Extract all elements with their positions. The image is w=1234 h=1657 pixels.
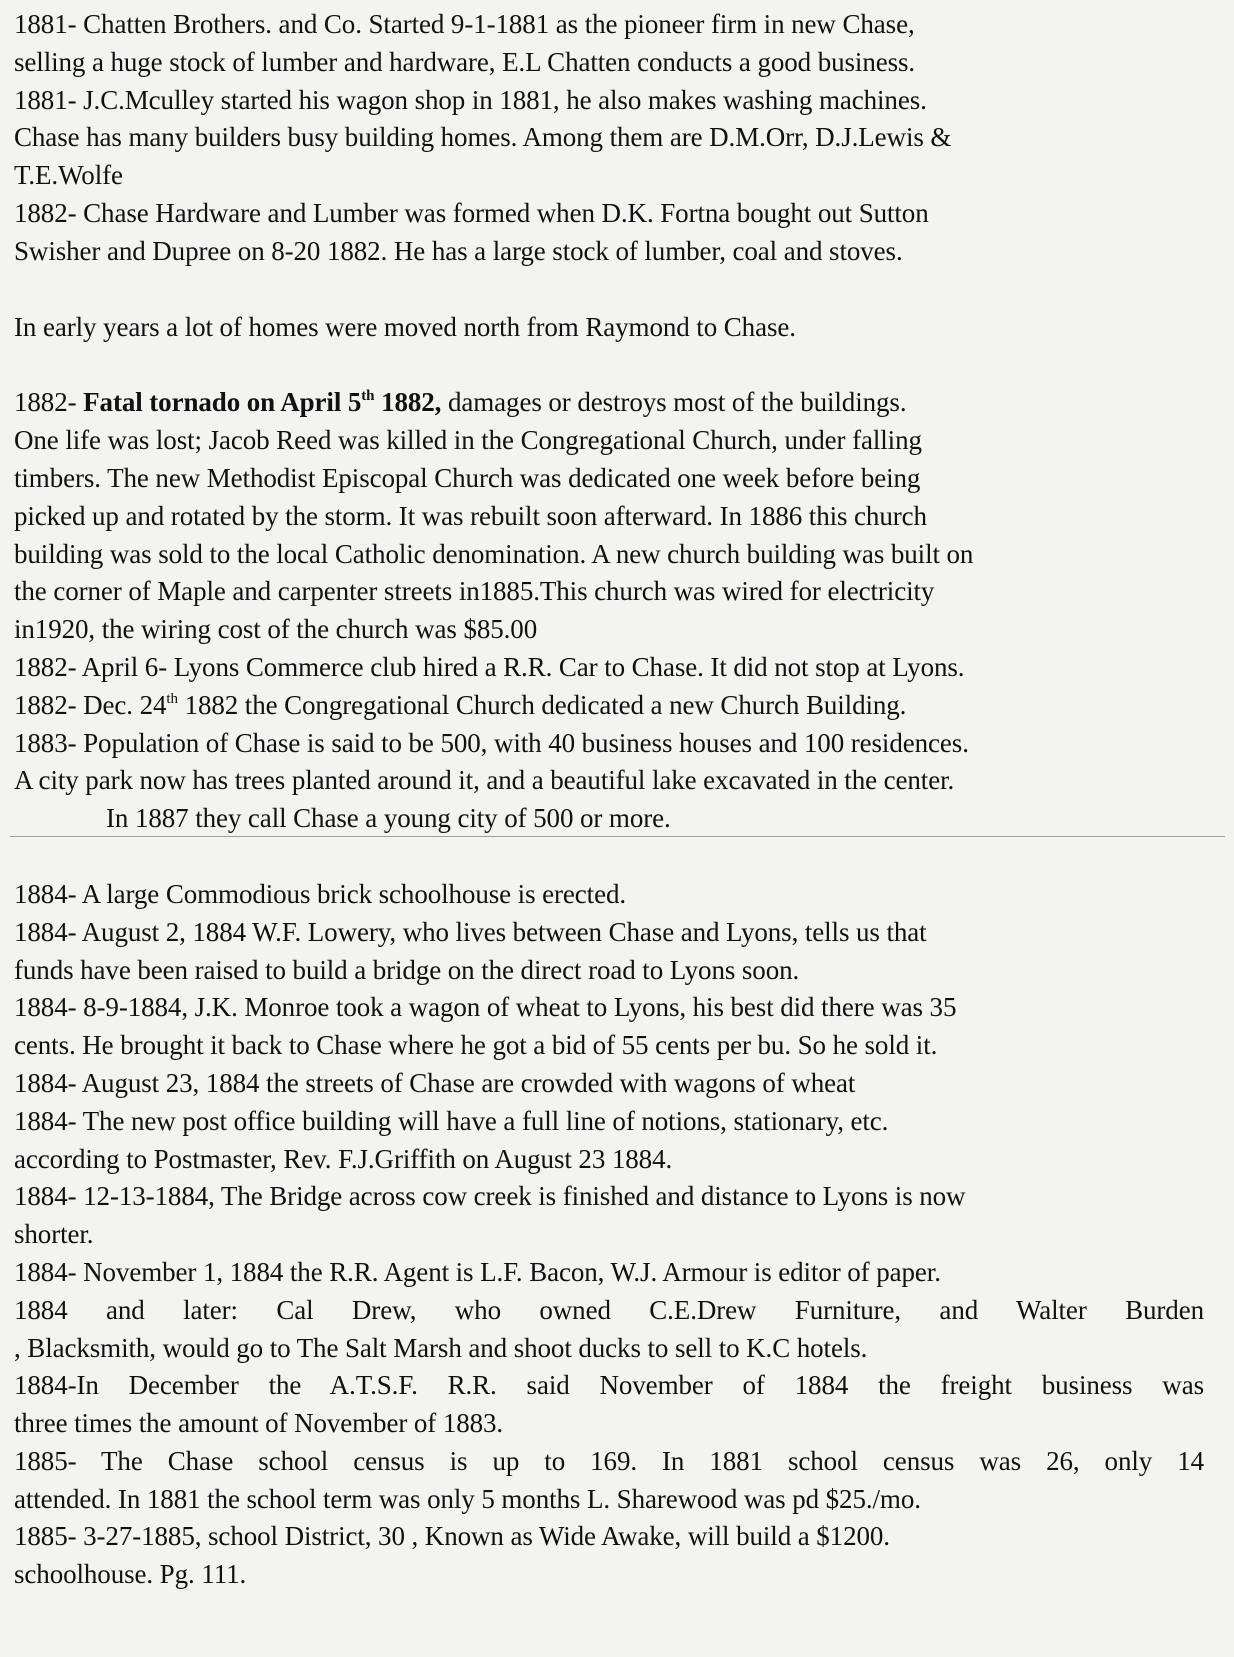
entry-line: 1883- Population of Chase is said to be 500, with 40 business houses and 100 residences. — [14, 727, 969, 758]
document-page — [14, 6, 1214, 1594]
entry-line: Chase has many builders busy building homes. Among them are D.M.Orr, D.J.Lewis & — [14, 122, 952, 153]
entry-line: , Blacksmith, would go to The Salt Marsh and shoot ducks to sell to K.C hotels. — [14, 1332, 868, 1363]
entry-line: timbers. The new Methodist Episcopal Church was dedicated one week before being — [14, 462, 921, 493]
entry-line: in1920, the wiring cost of the church was $85.00 — [14, 614, 538, 645]
entry-line: 1885- 3-27-1885, school District, 30 , Known as Wide Awake, will build a $1200. — [14, 1521, 890, 1552]
entry-line: according to Postmaster, Rev. F.J.Griffith on August 23 1884. — [14, 1143, 673, 1174]
entry-line: selling a huge stock of lumber and hardware, E.L Chatten conducts a good business. — [14, 46, 916, 77]
tornado-heading-year: 1882, — [374, 387, 442, 418]
entry-line: shorter. — [14, 1219, 94, 1250]
paragraph-gap — [14, 838, 1214, 876]
entry-text: 1882- Dec. 24 — [14, 689, 167, 720]
entry-line: T.E.Wolfe — [14, 160, 123, 191]
tornado-heading-text: Fatal tornado on April 5 — [83, 387, 362, 418]
entry-line: 1884-In December the A.T.S.F. R.R. said November of 1884 the freight business was — [14, 1370, 1204, 1401]
scan-line-divider — [10, 836, 1225, 837]
entry-line: 1884- August 23, 1884 the streets of Chase are crowded with wagons of wheat — [14, 1067, 856, 1098]
entry-line: schoolhouse. Pg. 111. — [14, 1559, 247, 1590]
entry-line: In 1887 they call Chase a young city of 500 or more. — [106, 803, 671, 834]
entry-line: funds have been raised to build a bridge on the direct road to Lyons soon. — [14, 954, 800, 985]
entry-line: Swisher and Dupree on 8-20 1882. He has a large stock of lumber, coal and stoves. — [14, 235, 903, 266]
entry-line: 1881- Chatten Brothers. and Co. Started 9-1-1881 as the pioneer firm in new Chase, — [14, 9, 915, 39]
entry-text: damages or destroys most of the buildings. — [441, 387, 907, 418]
entry-line: attended. In 1881 the school term was only 5 months L. Sharewood was pd $25./mo. — [14, 1483, 921, 1514]
entry-line: 1882- Chase Hardware and Lumber was formed when D.K. Fortna bought out Sutton — [14, 197, 929, 228]
entry-line: the corner of Maple and carpenter streets in1885.This church was wired for electricity — [14, 576, 935, 607]
entry-line: 1884- November 1, 1884 the R.R. Agent is L.F. Bacon, W.J. Armour is editor of paper. — [14, 1256, 941, 1287]
entry-line: picked up and rotated by the storm. It was rebuilt soon afterward. In 1886 this church — [14, 500, 927, 531]
paragraph-gap — [14, 346, 1214, 384]
entry-line: One life was lost; Jacob Reed was killed in the Congregational Church, under falling — [14, 425, 922, 456]
entry-line: 1882- April 6- Lyons Commerce club hired a R.R. Car to Chase. It did not stop at Lyons. — [14, 651, 965, 682]
entry-line: 1884- A large Commodious brick schoolhouse is erected. — [14, 878, 627, 909]
entry-prefix: 1882- — [14, 387, 84, 418]
paragraph-gap — [14, 271, 1214, 309]
entry-line: 1884- The new post office building will have a full line of notions, stationary, etc. — [14, 1105, 889, 1136]
entry-line: 1884- August 2, 1884 W.F. Lowery, who lives between Chase and Lyons, tells us that — [14, 916, 927, 947]
entry-line: 1884- 8-9-1884, J.K. Monroe took a wagon of wheat to Lyons, his best did there was 35 — [14, 992, 957, 1023]
entry-line: 1884- 12-13-1884, The Bridge across cow creek is finished and distance to Lyons is now — [14, 1181, 966, 1212]
tornado-heading — [83, 387, 441, 417]
tornado-entry — [14, 384, 1214, 422]
entry-line: 1885- The Chase school census is up to 169. In 1881 school census was 26, only 14 — [14, 1445, 1204, 1476]
entry-line: In early years a lot of homes were moved north from Raymond to Chase. — [14, 311, 796, 342]
entry-line — [14, 687, 1214, 725]
entry-line: 1884 and later: Cal Drew, who owned C.E.Drew Furniture, and Walter Burden — [14, 1294, 1204, 1325]
entry-line: building was sold to the local Catholic denomination. A new church building was built on — [14, 538, 974, 569]
entry-line: cents. He brought it back to Chase where he got a bid of 55 cents per bu. So he sold it. — [14, 1030, 938, 1061]
entry-line: A city park now has trees planted around it, and a beautiful lake excavated in the center. — [14, 765, 955, 796]
entry-text: 1882 the Congregational Church dedicated a new Church Building. — [177, 689, 907, 720]
ordinal-suffix: th — [166, 690, 178, 707]
ordinal-suffix: th — [361, 388, 375, 405]
entry-line: three times the amount of November of 1883. — [14, 1408, 504, 1439]
entry-line: 1881- J.C.Mculley started his wagon shop in 1881, he also makes washing machines. — [14, 84, 927, 115]
